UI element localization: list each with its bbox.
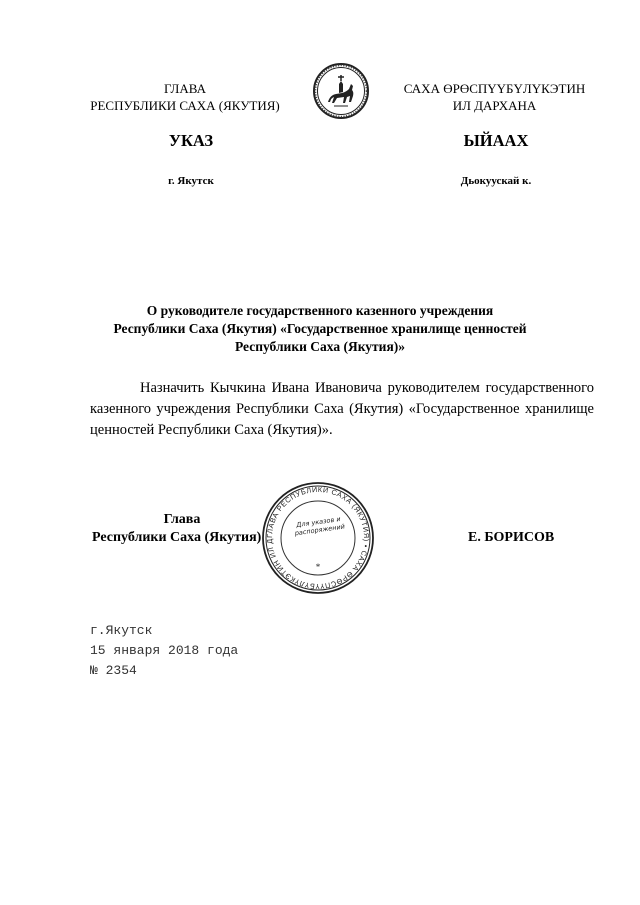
header-left-line1: ГЛАВА: [164, 81, 206, 96]
svg-text:*: *: [315, 562, 321, 572]
body-paragraph: Назначить Кычкина Ивана Ивановича руководителем государственного казенного учреждения Республики Саха (Якутия) «Государственное хранилище ценностей Республики Саха (Якутия)».: [90, 380, 594, 438]
stamp-center-text: Для указов и распоряжений: [294, 514, 346, 538]
stamp-ring-text: ГЛАВА РЕСПУБЛИКИ САХА (ЯКУТИЯ) • САХА ӨРӨСПҮҮБҮЛҮКЭТИН ИЛ Д: [264, 484, 372, 592]
header-right-line2: ИЛ ДАРХАНА: [452, 98, 537, 113]
footer-place: г.Якутск: [90, 623, 153, 638]
official-stamp: [260, 480, 376, 596]
header-right: [382, 80, 607, 114]
title-line-3: Республики Саха (Якутия)»: [234, 339, 405, 354]
header-right-line1: САХА ӨРӨСПҮҮБҮЛҮКЭТИН: [403, 81, 586, 96]
header-left-line2: РЕСПУБЛИКИ САХА (ЯКУТИЯ): [90, 98, 280, 113]
doc-type-right: ЫЙААХ: [463, 131, 529, 150]
footer-number: № 2354: [90, 663, 137, 678]
signature-role: [92, 510, 272, 529]
signature-role-line1: Глава: [163, 512, 201, 527]
header-left: [80, 80, 290, 114]
signature-role-line2: Республики Саха (Якутия): [92, 530, 262, 545]
footer: [90, 621, 238, 681]
place-left: г. Якутск: [168, 175, 214, 187]
signatory-name: Е. БОРИСОВ: [468, 530, 555, 545]
place-right: Дьокуускай к.: [460, 175, 532, 187]
document-title: [60, 302, 580, 356]
title-line-1: О руководителе государственного казенного учреждения: [146, 303, 494, 318]
doc-type-left: УКАЗ: [168, 131, 214, 150]
title-line-2: Республики Саха (Якутия) «Государственное хранилище ценностей: [113, 321, 527, 336]
coat-of-arms-emblem: [312, 62, 370, 120]
footer-date: 15 января 2018 года: [90, 643, 239, 658]
